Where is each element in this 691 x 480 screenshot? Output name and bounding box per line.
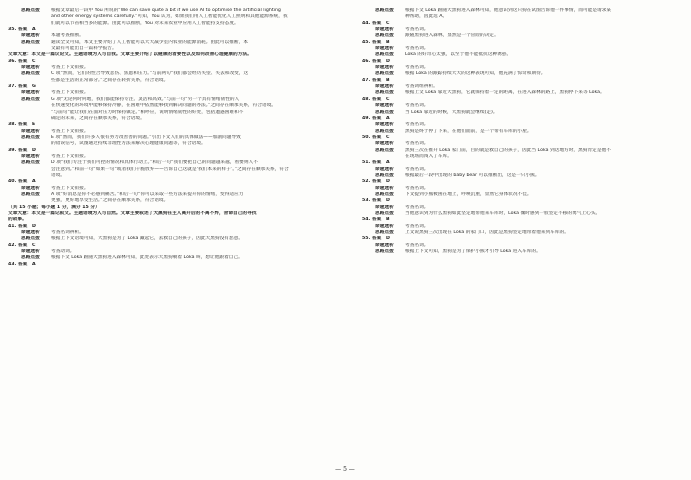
- explanation-text: 根据上下文语境可知，大黑狗是为了 Loka 藏起它，去救自己的孩子，因此大黑狗没有恶意。: [51, 236, 244, 242]
- right-column: [362, 8, 680, 255]
- explanation-continued: 会注意到。”和前一句“如果一句“或者我们干脆放弃——告诉自己这就是‘我们本来的样子’。”之间存在顺承关系，符合: [51, 166, 289, 172]
- explanation-text: D 项“我们专注于我们可控的情况和具体行动上。”和后一句“我们要把自己的问题越来越，看要则人不: [51, 160, 258, 166]
- explanation-text: 当 Loka 靠近的时候，大黑狗就会继续(走)。: [405, 109, 498, 115]
- explanation-text: E 项“然而，我们许多人很有努力改善善的问题。”引出下文人们的具体做法——加剧问题导致: [51, 134, 241, 140]
- explanation-continued: 们就可以节省相当多的能源。由此可以推断，You 对未来农业中应用人工智能持支持态度。: [51, 20, 239, 26]
- explanation-text: 考查动词。: [51, 249, 75, 255]
- explanation-label: 命题透析: [375, 122, 394, 128]
- explanation-text: 考查上下文衔接。: [51, 65, 89, 71]
- explanation-continued: 种帮助，因此选 A。: [405, 14, 448, 20]
- explanation-label: 命题透析: [21, 230, 40, 236]
- explanation-text: C 项“然而，它们的性合导致悲伤、焦虑和压力。”与前两句“我们都会经历失望、失去和改变，这: [51, 71, 249, 77]
- explanation-continued: 更强，更好地享受生活。”之间存在顺承关系，符合语境。: [51, 198, 169, 204]
- explanation-text: 根据文章最后一段中 You 所说的“We can save quite a bit if we use AI to optimise the artificial lighting: [51, 8, 281, 13]
- explanation-text: 根据最后一段中出现的 baby bear 可以推断出，这是一只小熊。: [405, 172, 540, 178]
- answer-line: 42. 答案 C: [8, 242, 36, 248]
- answer-line: 43. 答案 A: [8, 261, 36, 267]
- explanation-label: 命题透析: [375, 204, 394, 210]
- explanation-label: 命题透析: [375, 65, 394, 71]
- explanation-text: 黑狗是终于停了下来，在他们面前，是一个带有车库的小屋。: [405, 128, 532, 134]
- answer-line: 44. 答案 C: [362, 20, 390, 26]
- explanation-text: G 项“无论何时何地，我们都能保持专注、灵活和高效。”与前一句“另一个具有情绪韧性的人: [51, 96, 240, 102]
- explanation-label: 命题透析: [375, 166, 394, 172]
- explanation-continued: and other energy systems carefully.”可知，You 认为，如果我们用人工智能优化人工照明和其他能源系统，我: [51, 14, 288, 20]
- answer-line: 46. 答案 D: [362, 58, 390, 64]
- explanation-text: 考查名词。: [405, 122, 429, 128]
- answer-line: 38. 答案 E: [8, 122, 36, 128]
- section-summary: （共 15 小题；每小题 1 分，满分 15 分）: [8, 204, 100, 210]
- explanation-label: 思路点拨: [21, 255, 40, 261]
- answer-line: 54. 答案 B: [362, 217, 390, 223]
- explanation-text: 考查名词。: [405, 204, 429, 210]
- answer-line: 47. 答案 B: [362, 77, 390, 83]
- explanation-label: 思路点拨: [21, 39, 40, 45]
- explanation-label: 思路点拨: [375, 249, 394, 255]
- section-summary: 文章大意：本文是一篇记叙文。主题语境为人与自然。文章主要叙述了大黑狗在主人离开后的不离不弃，舍命自己的寻找: [8, 211, 257, 216]
- explanation-text: 根据下文 Loka 跟随大黑狗进入森林可知，他意识到这只狗在试图告诉他一件事情，而可能是请求某: [405, 8, 612, 13]
- answer-line: 40. 答案 A: [8, 179, 36, 185]
- explanation-text: A 项“好消息是你不必感到痛苦。”和后一句“你可以采取一些方法来提升你的情绪，变得适应力: [51, 191, 244, 197]
- section-summary: 文章大意：本文是一篇议论文。主题语境为人与自我。文章主要介绍了以健康的者要性以及如何改善心理健康的方法。: [8, 52, 252, 58]
- explanation-text: 考查名词。: [405, 27, 429, 33]
- explanation-label: 命题透析: [375, 141, 394, 147]
- explanation-label: 命题透析: [375, 46, 394, 52]
- answer-line: 52. 答案 D: [362, 179, 390, 185]
- left-column: [8, 8, 338, 268]
- explanation-text: 根据上文 Loka 靠近大黑狗，它就保持着一定的距离，在进入森林的路上，黑狗停下来等 Loka。: [405, 90, 605, 96]
- explanation-continued: 文最有可能出自一篇科学报告。: [51, 46, 117, 52]
- explanation-label: 命题透析: [375, 84, 394, 90]
- explanation-label: 思路点拨: [375, 147, 394, 153]
- answer-line: 49. 答案 A: [362, 115, 390, 121]
- explanation-label: 命题透析: [21, 153, 40, 159]
- explanation-text: 考查名词。: [405, 141, 429, 147]
- explanation-text: 根据 Loka 的跟踪持续大大的这种表现可知，他充满了惊奇和期待。: [405, 71, 546, 77]
- explanation-text: 通读全文可知，本文主要介绍了人工智能可以大大减少室内农业的能源消耗。由此可以推断，本: [51, 39, 248, 45]
- explanation-label: 思路点拨: [21, 8, 40, 13]
- explanation-label: 命题透析: [21, 65, 40, 71]
- answer-line: 53. 答案 D: [362, 198, 390, 204]
- explanation-label: 命题透析: [21, 128, 40, 134]
- answer-line: 35. 答案 A: [8, 27, 36, 33]
- explanation-label: 命题透析: [375, 242, 394, 248]
- explanation-label: 思路点拨: [21, 236, 40, 242]
- explanation-text: 考查名词。: [405, 65, 429, 71]
- explanation-text: 考查名词。: [405, 103, 429, 109]
- explanation-text: 上文说黑狗三次出现在 Loka 的家门口，因此是黑狗坚定地带着他来到车库的。: [405, 230, 569, 236]
- answer-line: 51. 答案 A: [362, 160, 390, 166]
- explanation-label: 命题透析: [375, 185, 394, 191]
- explanation-label: 命题透析: [21, 33, 40, 39]
- explanation-label: 思路点拨: [375, 52, 394, 58]
- explanation-text: 考查名词。: [405, 166, 429, 172]
- explanation-label: 命题透析: [21, 90, 40, 96]
- explanation-text: 根据上下文可知，黑狗是为了保护小熊才引导 Loka 进入车库的。: [405, 249, 541, 255]
- explanation-label: 思路点拨: [375, 33, 394, 39]
- explanation-label: 命题透析: [375, 103, 394, 109]
- explanation-text: 考查名词。: [405, 242, 429, 248]
- explanation-label: 思路点拨: [375, 128, 394, 134]
- explanation-text: Loka 的好奇心太强，以至于他不能抵抗这种诱惑。: [405, 52, 512, 58]
- explanation-label: 思路点拨: [21, 71, 40, 77]
- explanation-label: 思路点拨: [375, 230, 394, 236]
- explanation-text: 考查词组辨析。: [405, 84, 438, 90]
- explanation-label: 思路点拨: [375, 172, 394, 178]
- page-number: — 5 —: [335, 466, 355, 473]
- explanation-line: [362, 249, 680, 255]
- answer-line: 36. 答案 C: [8, 58, 36, 64]
- explanation-label: 思路点拨: [375, 191, 394, 197]
- answer-line: 50. 答案 C: [362, 134, 390, 140]
- explanation-text: 下文提到小熊被困在地上，呼唤沉重，显然它身体状况不佳。: [405, 191, 532, 197]
- explanation-text: 考查名词。: [405, 185, 429, 191]
- answer-line: 41. 答案 D: [8, 223, 36, 229]
- answer-line: 48. 答案 C: [362, 96, 390, 102]
- explanation-text: 考查上下文衔接。: [51, 185, 89, 191]
- explanation-label: 思路点拨: [21, 96, 40, 102]
- explanation-text: 考查上下文衔接。: [51, 153, 89, 159]
- explanation-label: 思路点拨: [375, 8, 394, 13]
- answer-line: 37. 答案 G: [8, 84, 36, 90]
- explanation-text: 根据下文 Loka 跟随大黑狗进入森林可知，此处表示大黑狗朝着 Loka 叫，想让他跟着自己。: [51, 255, 243, 261]
- explanation-text: 考查名词。: [405, 223, 429, 229]
- explanation-text: 考查名词辨析。: [51, 230, 84, 236]
- explanation-continued: 在快速变化的环境中能够保持冷静，在困难中依然能够找到解决问题的办法。”之间存在顺承关系，符合语境。: [51, 103, 277, 109]
- section-summary: 的故事。: [8, 217, 27, 223]
- explanation-continued: 些都是生活的正常部分。”之间存在转折关系，符合语境。: [51, 77, 169, 83]
- explanation-continued: 确定的未来，之间存在顺承关系，符合语境。: [51, 115, 145, 121]
- explanation-text: 本题考查推断。: [51, 33, 84, 39]
- explanation-text: 黑狗三次在推开 Loka 家门前，目的就是救自己的孩子，因此当 Loka 到达地方时，黑狗肯定是他不: [405, 147, 611, 153]
- explanation-label: 思路点拨: [375, 211, 394, 216]
- explanation-continued: 的错误信号，试图通过持续非理性方法来解决心理健康问题等，符合语境。: [51, 141, 206, 147]
- explanation-label: 命题透析: [375, 27, 394, 33]
- explanation-label: 命题透析: [21, 185, 40, 191]
- explanation-text: 考查上下文衔接。: [51, 90, 89, 96]
- explanation-continued: 语境。: [51, 172, 66, 178]
- explanation-label: 思路点拨: [375, 109, 394, 115]
- explanation-label: 思路点拨: [375, 90, 394, 96]
- explanation-text: 考查名词。: [405, 46, 429, 52]
- explanation-text: 考查上下文衔接。: [51, 128, 89, 134]
- explanation-text: 当他意识到为什么黑狗如此坚定地带他来车库时，Loka 倾时感到一股坚定不移的勇气上心头。: [405, 211, 601, 216]
- explanation-label: 思路点拨: [375, 71, 394, 77]
- explanation-text: 跟随黑狗进入森林，显然是一个冒险的决定。: [405, 33, 499, 39]
- answer-line: 45. 答案 B: [362, 39, 390, 45]
- explanation-label: 命题透析: [21, 249, 40, 255]
- explanation-label: 命题透析: [375, 223, 394, 229]
- explanation-label: 思路点拨: [21, 160, 40, 166]
- explanation-label: 思路点拨: [21, 134, 40, 140]
- explanation-continued: 在现场而闯入了车库。: [405, 153, 452, 159]
- explanation-label: 思路点拨: [21, 191, 40, 197]
- answer-line: 39. 答案 D: [8, 147, 36, 153]
- answer-line: 55. 答案 D: [362, 236, 390, 242]
- explanation-continued: ”与前句“能让我们在面对压力时保持镇定。”相呼应，说明情绪韧性的好处，包括遭遇困难和不: [51, 109, 244, 115]
